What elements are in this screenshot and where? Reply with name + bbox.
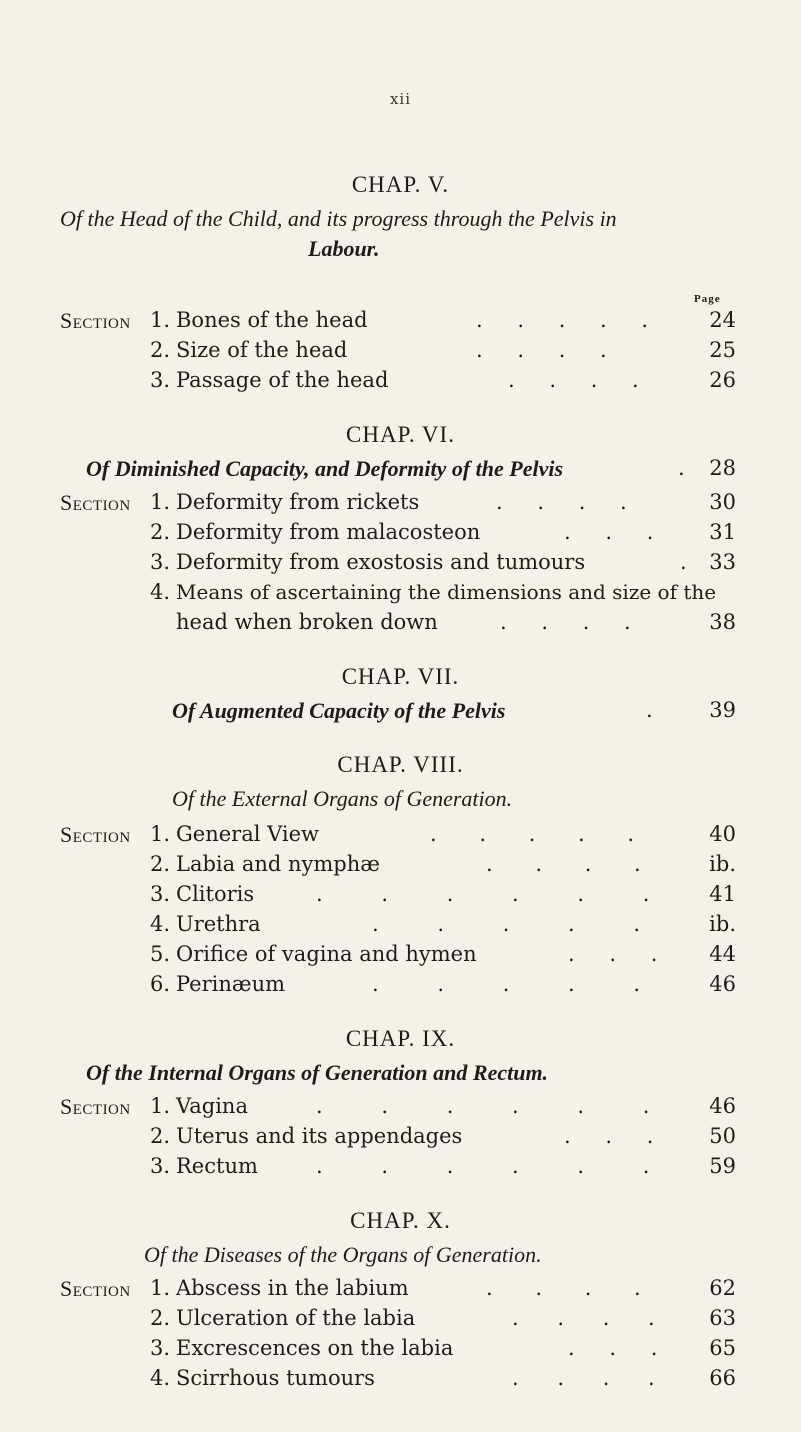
entry-title: Deformity from malacosteon — [176, 520, 481, 544]
entry-number: 1. — [149, 490, 170, 514]
entry-title: Size of the head — [176, 338, 348, 362]
entry-page: ib. — [709, 912, 736, 936]
entry-page: 63 — [709, 1306, 736, 1330]
section-label: Section — [60, 1094, 131, 1119]
entry-title: Scirrhous tumours — [176, 1366, 375, 1390]
entry-page: 44 — [709, 942, 736, 966]
entry-page: 40 — [709, 822, 736, 846]
leader-dots: . . . . . — [372, 972, 641, 996]
leader-dots: . . . . . — [476, 308, 649, 332]
entry-page: 39 — [709, 698, 736, 722]
entry-page: 65 — [709, 1336, 736, 1360]
entry-page: 38 — [709, 610, 736, 634]
leader-dots: . . . . . . — [316, 882, 650, 906]
leader-dots: . . . . — [512, 1366, 655, 1390]
entry-number: 2. — [149, 338, 170, 362]
entry-page: 25 — [709, 338, 736, 362]
entry-number: 1. — [149, 1276, 170, 1300]
leader-dots: . . . . — [486, 852, 641, 876]
entry-title: Perinæum — [176, 972, 286, 996]
page-number: xii — [389, 90, 412, 108]
leader-dots: . — [678, 456, 685, 480]
entry-page: 46 — [709, 972, 736, 996]
entry-title: General View — [176, 822, 320, 846]
chapter-subtitle: Of the Head of the Child, and its progress through the Pelvis in — [60, 206, 617, 231]
entry-title: Rectum — [176, 1154, 258, 1178]
entry-page: 33 — [709, 550, 736, 574]
leader-dots: . . . — [568, 1336, 658, 1360]
leader-dots: . . . . . . — [316, 1154, 650, 1178]
entry-page: 30 — [709, 490, 736, 514]
entry-page: 41 — [709, 882, 736, 906]
leader-dots: . . . . — [512, 1306, 655, 1330]
entry-number: 3. — [149, 1154, 170, 1178]
entry-page: 31 — [709, 520, 736, 544]
leader-dots: . . . . — [496, 490, 627, 514]
chapter-subtitle: Of the Internal Organs of Generation and Rectum. — [86, 1060, 549, 1085]
entry-number: 4. — [149, 912, 170, 936]
entry-number: 2. — [149, 852, 170, 876]
entry-title-continued: head when broken down — [176, 610, 438, 634]
section-label: Section — [60, 490, 131, 515]
entry-number: 3. — [149, 550, 170, 574]
entry-number: 6. — [149, 972, 170, 996]
leader-dots: . — [646, 698, 653, 722]
entry-page: 66 — [709, 1366, 736, 1390]
entry-title: Orifice of vagina and hymen — [176, 942, 477, 966]
entry-number: 3. — [149, 368, 170, 392]
leader-dots: . . . . . . — [316, 1094, 650, 1118]
entry-page: 26 — [709, 368, 736, 392]
section-label: Section — [60, 1276, 131, 1301]
leader-dots: . . . . . — [430, 822, 635, 846]
section-label: Section — [60, 822, 131, 847]
leader-dots: . . . . . — [372, 912, 641, 936]
entry-title: Vagina — [176, 1094, 248, 1118]
section-label: Section — [60, 308, 131, 333]
page-column-header: Page — [694, 293, 721, 305]
entry-number: 1. — [149, 822, 170, 846]
entry-title: Means of ascertaining the dimensions and size of the — [176, 580, 717, 604]
entry-number: 3. — [149, 882, 170, 906]
entry-title: Uterus and its appendages — [176, 1124, 463, 1148]
leader-dots: . . . . — [486, 1276, 641, 1300]
leader-dots: . . . — [568, 942, 658, 966]
chapter-subtitle: Of Augmented Capacity of the Pelvis — [172, 698, 506, 723]
entry-title: Clitoris — [176, 882, 255, 906]
entry-number: 4. — [149, 580, 170, 604]
entry-number: 5. — [149, 942, 170, 966]
entry-page: 50 — [709, 1124, 736, 1148]
entry-page: 24 — [709, 308, 736, 332]
entry-title: Bones of the head — [176, 308, 368, 332]
entry-title: Ulceration of the labia — [176, 1306, 416, 1330]
chapter-subtitle: Of the Diseases of the Organs of Generation. — [144, 1242, 542, 1267]
chapter-title: CHAP. V. — [351, 172, 450, 197]
leader-dots: . . . — [564, 520, 654, 544]
entry-number: 1. — [149, 308, 170, 332]
entry-number: 3. — [149, 1336, 170, 1360]
chapter-subtitle: Of the External Organs of Generation. — [172, 786, 513, 811]
entry-title: Passage of the head — [176, 368, 389, 392]
chapter-title: CHAP. VII. — [341, 664, 460, 689]
entry-page: 62 — [709, 1276, 736, 1300]
entry-number: 4. — [149, 1366, 170, 1390]
entry-page: ib. — [709, 852, 736, 876]
chapter-title: CHAP. IX. — [345, 1026, 456, 1051]
chapter-subtitle: Of Diminished Capacity, and Deformity of the Pelvis — [86, 456, 564, 481]
chapter-subtitle-continued: Labour. — [308, 236, 380, 261]
leader-dots: . . . . — [476, 338, 607, 362]
chapter-title: CHAP. VIII. — [337, 752, 464, 777]
entry-title: Labia and nymphæ — [176, 852, 380, 876]
chapter-title: CHAP. X. — [350, 1208, 451, 1233]
entry-page: 28 — [709, 456, 736, 480]
entry-number: 2. — [149, 520, 170, 544]
leader-dots: . . . . — [500, 610, 631, 634]
leader-dots: . . . . — [508, 368, 639, 392]
entry-page: 59 — [709, 1154, 736, 1178]
entry-number: 1. — [149, 1094, 170, 1118]
entry-title: Urethra — [176, 912, 261, 936]
entry-title: Excrescences on the labia — [176, 1336, 454, 1360]
entry-title: Deformity from rickets — [176, 490, 420, 514]
entry-number: 2. — [149, 1306, 170, 1330]
entry-title: Deformity from exostosis and tumours — [176, 550, 586, 574]
entry-number: 2. — [149, 1124, 170, 1148]
entry-title: Abscess in the labium — [176, 1276, 409, 1300]
chapter-title: CHAP. VI. — [346, 422, 455, 447]
entry-page: 46 — [709, 1094, 736, 1118]
leader-dots: . . . — [564, 1124, 654, 1148]
leader-dots: . — [680, 550, 687, 574]
